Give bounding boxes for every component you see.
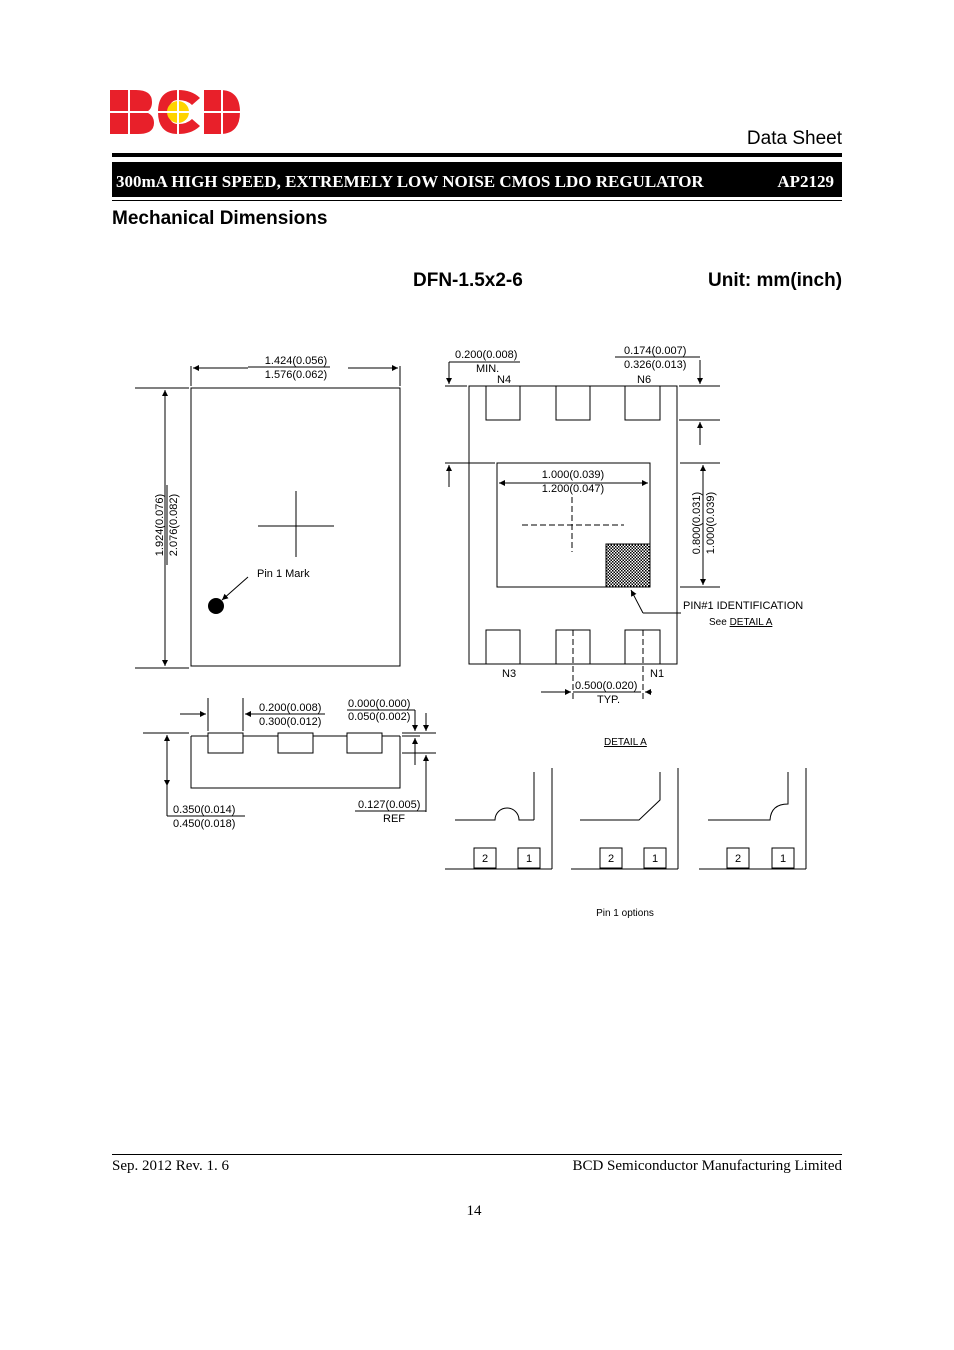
page-number: 14: [466, 1203, 482, 1219]
opt3-pin2: 2: [734, 853, 742, 865]
top-length-max: 2.076(0.082): [168, 493, 180, 557]
pin1-hatch: [606, 544, 650, 587]
detail-a-option-1: [445, 768, 552, 869]
pin-n4-label: N4: [497, 374, 512, 386]
terminal-ref: REF: [383, 813, 405, 825]
pin1-mark-label: Pin 1 Mark: [257, 568, 310, 580]
pin1-mark-dot: [208, 598, 224, 614]
part-number: AP2129: [777, 172, 834, 191]
title-bar: [112, 162, 842, 197]
header-rule: [112, 153, 842, 157]
height-max: 0.450(0.018): [173, 818, 236, 830]
footer-rule: [112, 1154, 842, 1155]
opt2-pin2: 2: [607, 853, 615, 865]
pitch-label: 0.500(0.020): [575, 680, 638, 692]
pin-n1-label: N1: [650, 668, 665, 680]
opt1-pin2: 2: [481, 853, 489, 865]
see-detail-label: [709, 617, 773, 628]
section-title: Mechanical Dimensions: [112, 208, 328, 229]
pitch-note: TYP.: [597, 694, 621, 706]
epad-l-max: 1.000(0.039): [705, 491, 717, 555]
footer-company: BCD Semiconductor Manufacturing Limited: [572, 1158, 842, 1174]
height-min: 0.350(0.014): [173, 804, 236, 816]
epad-w-max: 1.200(0.047): [541, 483, 605, 495]
see-detail-link: DETAIL A: [729, 617, 773, 628]
pin-n3-label: N3: [502, 668, 517, 680]
detail-a-option-3: [699, 768, 806, 869]
bcd-logo: [108, 88, 242, 136]
pad-len-min: 0.174(0.007): [624, 345, 687, 357]
top-width-min: 1.424(0.056): [264, 355, 328, 367]
mechanical-drawing: [0, 330, 954, 930]
detail-a-title: DETAIL A: [604, 737, 647, 748]
pad-spacing-min: 0.200(0.008): [455, 349, 518, 361]
see-prefix: See: [709, 617, 730, 628]
detail-a-option-2: [571, 768, 678, 869]
side-pad-w-max: 0.300(0.012): [259, 716, 322, 728]
package-name: DFN-1.5x2-6: [413, 270, 523, 291]
top-length-min: 1.924(0.076): [154, 493, 166, 557]
standoff-max: 0.050(0.002): [348, 711, 411, 723]
pad-spacing-note: MIN.: [476, 363, 500, 375]
footer-date-rev: Sep. 2012 Rev. 1. 6: [112, 1158, 229, 1174]
pin1-options-caption: Pin 1 options: [596, 908, 654, 919]
product-title: 300mA HIGH SPEED, EXTREMELY LOW NOISE CMOS LDO REGULATOR: [116, 172, 704, 191]
side-view-body: [191, 736, 400, 788]
opt3-pin1: 1: [779, 853, 787, 865]
epad-l-min: 0.800(0.031): [691, 491, 703, 555]
header-rule-thin: [112, 200, 842, 201]
side-pad-w-min: 0.200(0.008): [259, 702, 322, 714]
top-width-max: 1.576(0.062): [264, 369, 328, 381]
opt2-pin1: 1: [651, 853, 659, 865]
unit-label: Unit: mm(inch): [708, 270, 843, 291]
standoff-min: 0.000(0.000): [348, 698, 411, 710]
epad-w-min: 1.000(0.039): [541, 469, 605, 481]
doc-type-label: Data Sheet: [746, 128, 842, 149]
opt1-pin1: 1: [525, 853, 533, 865]
pin1-id-label: PIN#1 IDENTIFICATION: [683, 600, 804, 612]
terminal-thk: 0.127(0.005): [358, 799, 421, 811]
pin-n6-label: N6: [637, 374, 652, 386]
pad-len-max: 0.326(0.013): [624, 359, 687, 371]
